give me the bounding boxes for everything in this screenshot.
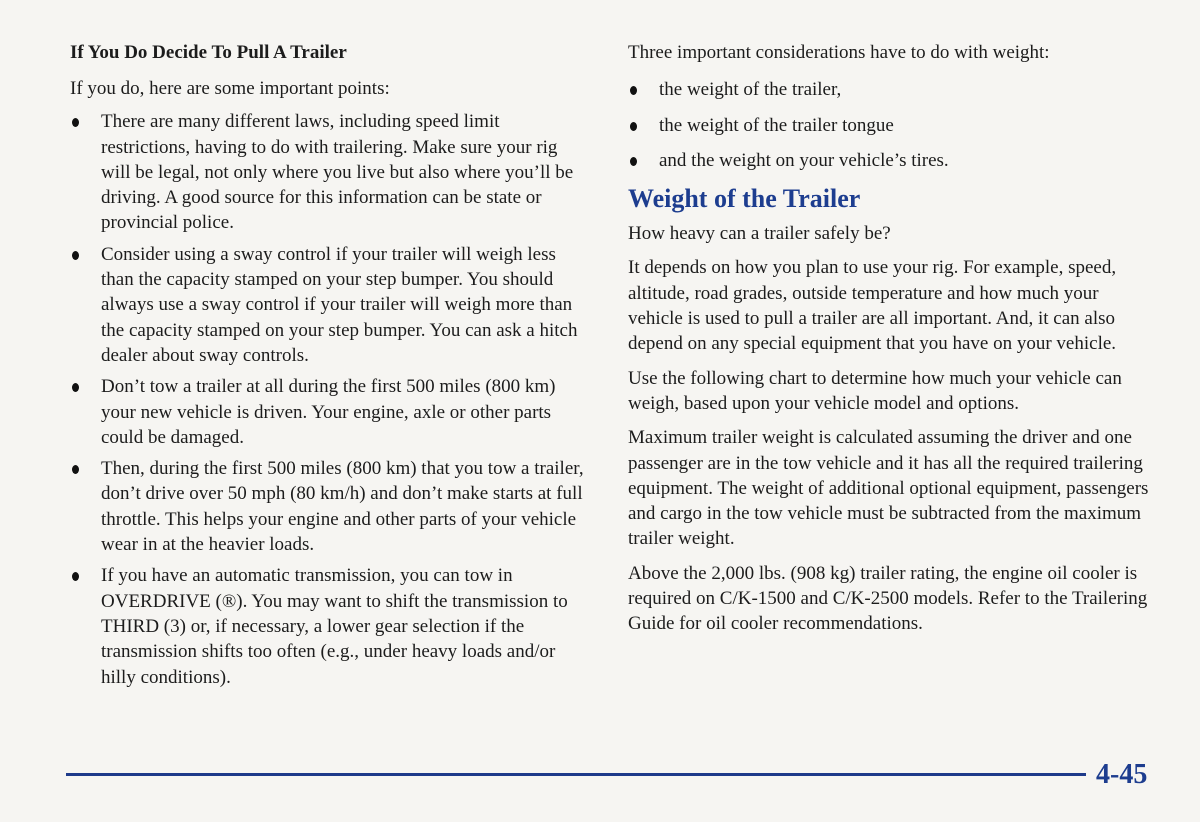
footer-rule <box>66 773 1086 776</box>
section-title: Weight of the Trailer <box>628 184 861 214</box>
list-item <box>628 77 1158 102</box>
bullet-icon <box>72 465 79 474</box>
paragraph: It depends on how you plan to use your rig. For example, speed, altitude, road grades, outside temperature and how much your vehicle is used to pull a trailer are all important. And, it can also depend on any special equipment that you have on your vehicle. <box>628 257 1117 355</box>
list-item <box>70 563 585 689</box>
left-bullet-list <box>70 109 585 690</box>
list-item <box>70 374 585 450</box>
list-item-text: and the weight on your vehicle’s tires. <box>659 149 949 171</box>
bullet-icon <box>630 157 637 166</box>
bullet-icon <box>630 86 637 95</box>
bullet-icon <box>630 122 637 131</box>
list-item <box>628 148 1158 173</box>
list-item <box>70 109 585 235</box>
list-item-text: There are many different laws, including speed limit restrictions, having to do with trailering. Make sure your rig will be legal, not only where you live but also where you’ll be driving. A good source for this information can be state or provincial police. <box>101 111 574 234</box>
trailer-heading: If You Do Decide To Pull A Trailer <box>70 42 347 63</box>
list-item <box>70 242 585 368</box>
list-item <box>628 113 1158 138</box>
right-intro: Three important considerations have to do with weight: <box>628 42 1050 63</box>
left-column <box>70 40 585 696</box>
list-item <box>70 456 585 557</box>
list-item-text: the weight of the trailer tongue <box>659 114 894 136</box>
list-item-text: the weight of the trailer, <box>659 79 842 101</box>
bullet-icon <box>72 118 79 127</box>
list-item-text: Don’t tow a trailer at all during the first 500 miles (800 km) your new vehicle is driven. Your engine, axle or other parts could be damaged. <box>101 376 556 448</box>
list-item-text: If you have an automatic transmission, you can tow in OVERDRIVE (®). You may want to shift the transmission to THIRD (3) or, if necessary, a lower gear selection if the transmission shifts too often (e.g., under heavy loads and/or hilly conditions). <box>101 565 568 688</box>
bullet-icon <box>72 251 79 260</box>
right-column <box>628 40 1158 646</box>
list-item-text: Consider using a sway control if your trailer will weigh less than the capacity stamped on your step bumper. You should always use a sway control if your trailer will weigh more than the capacity stamped on your step bumper. You can ask a hitch dealer about sway controls. <box>101 243 578 366</box>
paragraph: How heavy can a trailer safely be? <box>628 223 891 245</box>
right-bullet-list <box>628 77 1158 173</box>
bullet-icon <box>72 572 79 581</box>
list-item-text: Then, during the first 500 miles (800 km) that you tow a trailer, don’t drive over 50 mph (80 km/h) and don’t make starts at full throttle. This helps your engine and other parts of your vehicle wear in at the heavier loads. <box>101 458 584 556</box>
bullet-icon <box>72 383 79 392</box>
left-intro: If you do, here are some important points: <box>70 78 390 99</box>
paragraph: Use the following chart to determine how much your vehicle can weigh, based upon your vehicle model and options. <box>628 367 1122 414</box>
paragraph: Maximum trailer weight is calculated assuming the driver and one passenger are in the tow vehicle and it has all the required trailering equipment. The weight of additional optional equipment, passengers and cargo in the tow vehicle must be subtracted from the maximum trailer weight. <box>628 427 1149 550</box>
paragraph: Above the 2,000 lbs. (908 kg) trailer rating, the engine oil cooler is required on C/K-1500 and C/K-2500 models. Refer to the Trailering Guide for oil cooler recommendations. <box>628 562 1148 635</box>
page-number: 4-45 <box>1096 759 1148 790</box>
